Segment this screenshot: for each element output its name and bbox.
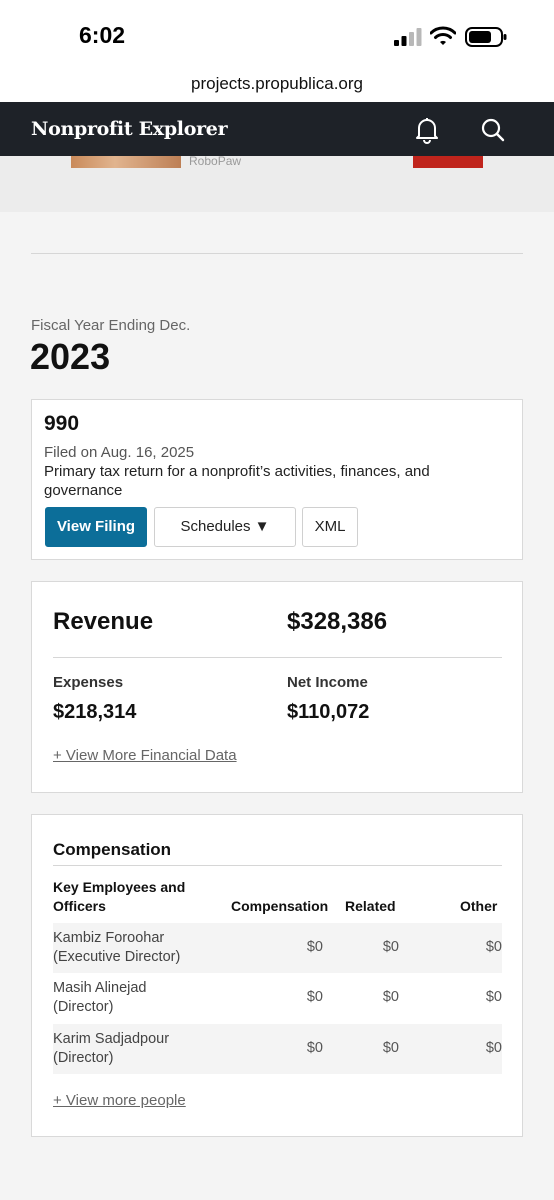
person-role: (Director) <box>53 1050 114 1066</box>
filing-description: Primary tax return for a nonprofit’s activities, finances, and governance <box>44 463 430 499</box>
wifi-icon <box>430 26 456 46</box>
form-number: 990 <box>44 412 80 435</box>
column-header-compensation: Compensation <box>231 898 329 914</box>
compensation-cell: $0 <box>306 989 323 1005</box>
main-content <box>0 212 554 1200</box>
view-more-people-link[interactable]: + View more people <box>53 1092 186 1109</box>
compensation-title: Compensation <box>53 840 172 859</box>
table-row <box>53 973 502 1023</box>
ad-image <box>71 156 181 168</box>
divider <box>53 657 502 658</box>
divider <box>31 253 523 254</box>
cellular-signal-icon <box>394 28 422 46</box>
person-name-text: Kambiz Foroohar <box>53 930 165 946</box>
column-header-other: Other <box>460 898 498 914</box>
other-cell: $0 <box>485 1040 502 1056</box>
address-bar[interactable]: projects.propublica.org <box>0 70 554 102</box>
compensation-card <box>31 814 523 1137</box>
other-cell: $0 <box>485 989 502 1005</box>
table-row <box>53 923 502 973</box>
status-bar <box>0 0 554 70</box>
fiscal-year: 2023 <box>30 336 111 377</box>
related-cell: $0 <box>382 1040 399 1056</box>
bell-icon[interactable] <box>414 116 440 144</box>
site-logo[interactable]: Nonprofit Explorer <box>31 118 228 140</box>
person-role: (Executive Director) <box>53 949 181 965</box>
person-name-text: Masih Alinejad <box>53 980 147 996</box>
compensation-cell: $0 <box>306 939 323 955</box>
net-income-label: Net Income <box>287 674 368 691</box>
expenses-value: $218,314 <box>53 701 137 723</box>
other-cell: $0 <box>485 939 502 955</box>
person-name <box>53 1030 169 1068</box>
filed-on-date: Filed on Aug. 16, 2025 <box>44 444 195 461</box>
compensation-cell: $0 <box>306 1040 323 1056</box>
schedules-dropdown[interactable]: Schedules ▼ <box>154 507 296 547</box>
filing-card <box>31 399 523 560</box>
person-role: (Director) <box>53 999 114 1015</box>
status-time: 6:02 <box>79 22 126 48</box>
ad-text: RoboPaw <box>189 154 242 168</box>
revenue-label: Revenue <box>53 608 154 635</box>
person-name <box>53 929 180 967</box>
search-icon[interactable] <box>480 117 506 143</box>
divider <box>53 865 502 866</box>
financials-card <box>31 581 523 793</box>
view-more-financial-link[interactable]: + View More Financial Data <box>53 747 237 764</box>
revenue-value: $328,386 <box>287 608 388 635</box>
fiscal-year-label: Fiscal Year Ending Dec. <box>31 317 191 334</box>
column-header-related: Related <box>345 898 396 914</box>
view-filing-button[interactable]: View Filing <box>45 507 147 547</box>
table-row <box>53 1024 502 1074</box>
net-income-value: $110,072 <box>287 701 370 723</box>
related-cell: $0 <box>382 989 399 1005</box>
person-name <box>53 979 147 1017</box>
battery-icon <box>465 27 507 47</box>
top-nav <box>0 102 554 156</box>
ad-cta-button[interactable] <box>413 156 483 168</box>
xml-button[interactable]: XML <box>302 507 358 547</box>
column-header-name: Key Employees and Officers <box>53 879 186 914</box>
person-name-text: Karim Sadjadpour <box>53 1031 170 1047</box>
ad-banner[interactable] <box>0 156 554 212</box>
related-cell: $0 <box>382 939 399 955</box>
expenses-label: Expenses <box>53 674 124 691</box>
